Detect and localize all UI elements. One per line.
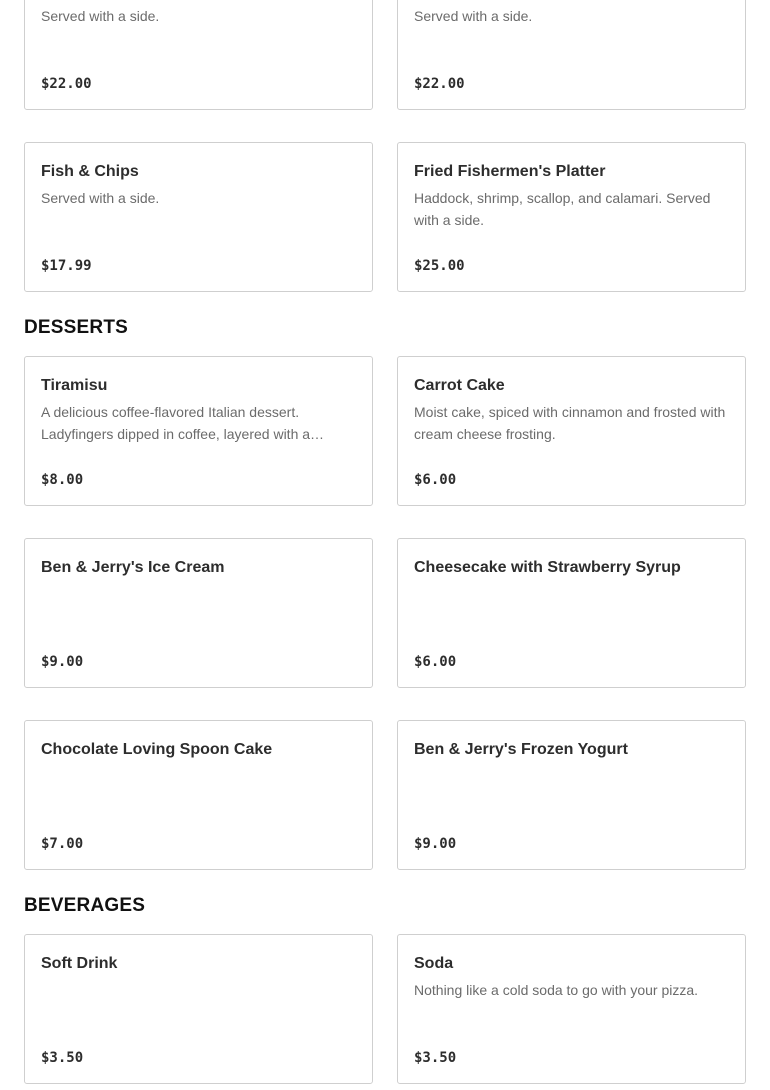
menu-item-name: Soda bbox=[414, 955, 454, 972]
menu-item-card[interactable] bbox=[24, 720, 373, 870]
menu-item-name: Ben & Jerry's Ice Cream bbox=[41, 559, 225, 576]
menu-item-card[interactable] bbox=[24, 538, 373, 688]
menu-item-description: Served with a side. bbox=[41, 8, 160, 24]
menu-item-price: $9.00 bbox=[41, 654, 84, 670]
menu-item-card[interactable] bbox=[24, 934, 373, 1084]
menu-item-description: Nothing like a cold soda to go with your pizza. bbox=[414, 982, 699, 998]
menu-item-name: Fried Fishermen's Platter bbox=[414, 163, 606, 180]
section-title-beverages: BEVERAGES bbox=[24, 895, 146, 916]
menu-item-card[interactable] bbox=[397, 538, 746, 688]
menu-item-card[interactable] bbox=[397, 0, 746, 110]
menu-item-description: Served with a side. bbox=[414, 8, 533, 24]
menu-item-description: Served with a side. bbox=[41, 190, 160, 206]
menu-item-price: $8.00 bbox=[41, 472, 84, 488]
menu-item-name: Soft Drink bbox=[41, 955, 118, 972]
menu-item-card[interactable] bbox=[397, 720, 746, 870]
menu-item-card[interactable] bbox=[397, 934, 746, 1084]
menu-item-price: $6.00 bbox=[414, 472, 457, 488]
menu-item-price: $25.00 bbox=[414, 258, 465, 274]
menu-item-name: Cheesecake with Strawberry Syrup bbox=[414, 559, 681, 576]
menu-item-name: Tiramisu bbox=[41, 377, 108, 394]
menu-item-description: A delicious coffee-flavored Italian dessert. Ladyfingers dipped in coffee, layered with a… bbox=[41, 404, 325, 442]
menu-item-price: $3.50 bbox=[41, 1050, 84, 1066]
menu-item-description: Haddock, shrimp, scallop, and calamari. Served with a side. bbox=[414, 190, 711, 228]
menu-item-price: $6.00 bbox=[414, 654, 457, 670]
menu-item-card[interactable] bbox=[397, 142, 746, 292]
menu-item-name: Chocolate Loving Spoon Cake bbox=[41, 741, 273, 758]
menu-item-card[interactable] bbox=[24, 0, 373, 110]
menu-item-price: $7.00 bbox=[41, 836, 84, 852]
menu-item-card[interactable] bbox=[24, 356, 373, 506]
menu-item-price: $17.99 bbox=[41, 258, 92, 274]
menu-item-card[interactable] bbox=[24, 142, 373, 292]
menu-item-name: Carrot Cake bbox=[414, 377, 505, 394]
section-title-desserts: DESSERTS bbox=[24, 317, 129, 338]
menu-item-description: Moist cake, spiced with cinnamon and frosted with cream cheese frosting. bbox=[414, 404, 726, 442]
menu-item-name: Ben & Jerry's Frozen Yogurt bbox=[414, 741, 628, 758]
menu-item-name: Fish & Chips bbox=[41, 163, 139, 180]
menu-item-price: $22.00 bbox=[41, 76, 92, 92]
menu-item-price: $9.00 bbox=[414, 836, 457, 852]
menu-item-card[interactable] bbox=[397, 356, 746, 506]
menu-item-price: $3.50 bbox=[414, 1050, 457, 1066]
menu-item-price: $22.00 bbox=[414, 76, 465, 92]
